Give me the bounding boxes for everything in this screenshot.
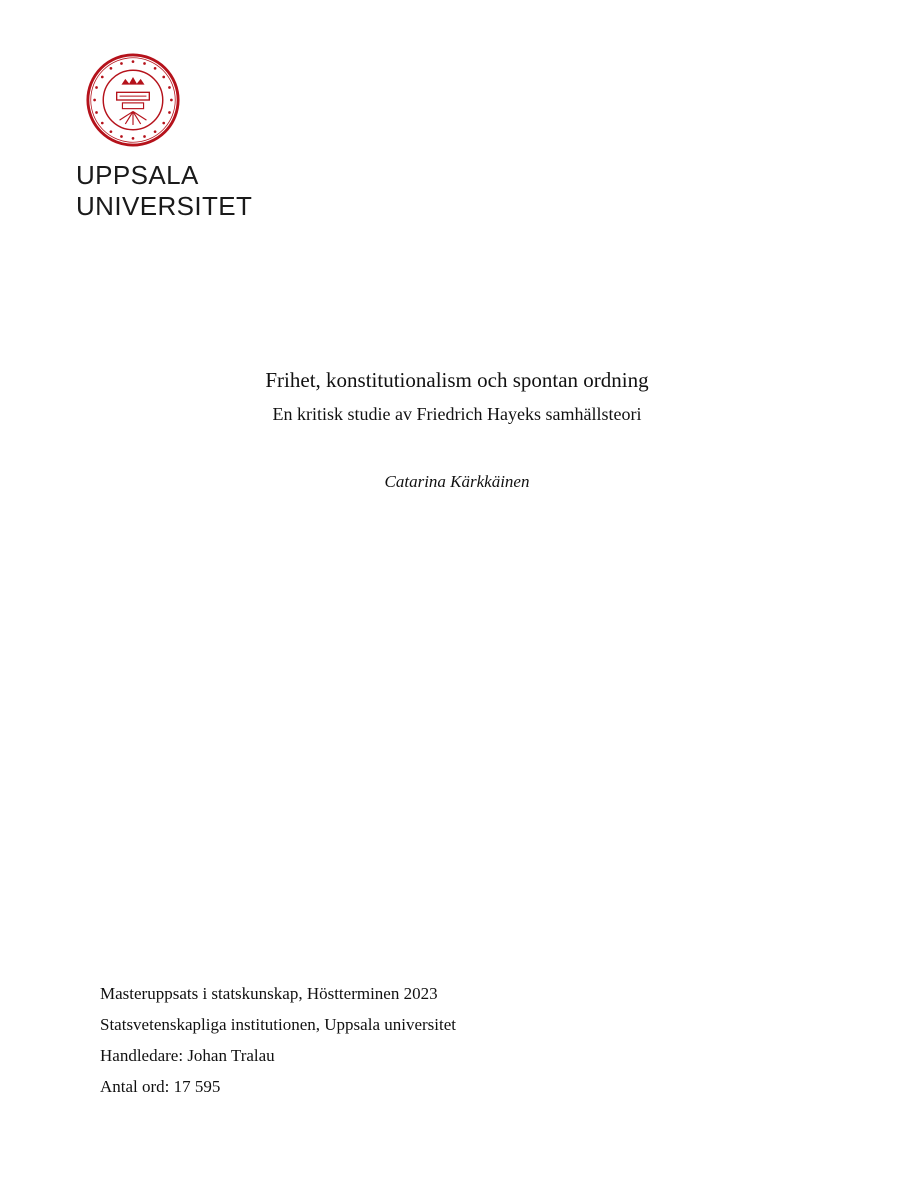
title-block [0,366,914,426]
document-title: Frihet, konstitutionalism och spontan ordning [265,368,649,392]
supervisor: Handledare: Johan Tralau [100,1046,275,1065]
document-subtitle: En kritisk studie av Friedrich Hayeks samhällsteori [272,404,642,424]
wordmark-line-1: UPPSALA [76,160,199,190]
university-wordmark [76,160,252,222]
author-name: Catarina Kärkkäinen [384,472,530,491]
thesis-meta [100,978,456,1102]
thesis-type: Masteruppsats i statskunskap, Höstterminen 2023 [100,984,438,1003]
department: Statsvetenskapliga institutionen, Uppsala universitet [100,1015,456,1034]
word-count: Antal ord: 17 595 [100,1077,221,1096]
university-seal-icon [85,52,181,148]
wordmark-line-2: UNIVERSITET [76,191,253,221]
